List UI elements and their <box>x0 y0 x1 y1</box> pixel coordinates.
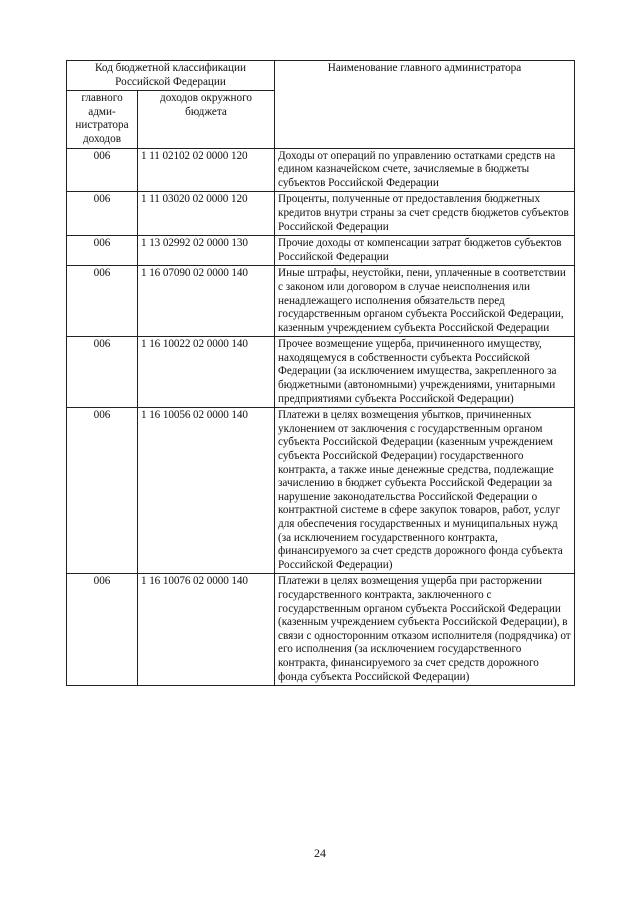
table-row <box>67 574 575 686</box>
header-administrator-name: Наименование главного администратора <box>275 61 575 149</box>
income-name-cell: Прочие доходы от компенсации затрат бюджетов субъектов Российской Федерации <box>275 236 575 266</box>
table-body <box>67 148 575 686</box>
admin-code-cell: 006 <box>67 408 138 574</box>
income-code-cell: 1 16 07090 02 0000 140 <box>138 266 275 337</box>
header-district-budget-income: доходов окружного бюджета <box>138 91 275 148</box>
table-header <box>67 61 575 149</box>
income-code-cell: 1 16 10076 02 0000 140 <box>138 574 275 686</box>
income-name-cell: Проценты, полученные от предоставления бюджетных кредитов внутри страны за счет средств бюджетов субъектов Российской Федерации <box>275 192 575 236</box>
income-name-cell: Доходы от операций по управлению остатками средств на едином казначейском счете, зачисляемые в бюджеты субъектов Российской Федерации <box>275 148 575 192</box>
table-row <box>67 236 575 266</box>
table-row <box>67 408 575 574</box>
income-name-cell: Иные штрафы, неустойки, пени, уплаченные в соответствии с законом или договором в случае неисполнения или ненадлежащего исполнения обязательств перед государственным органом субъекта Российской Федерации, казенным учреждением субъекта Российской Федерации <box>275 266 575 337</box>
page-number: 24 <box>314 846 326 860</box>
header-main-administrator: главного адми-нистратора доходов <box>67 91 138 148</box>
income-name-cell: Прочее возмещение ущерба, причиненного имуществу, находящемуся в собственности субъекта Российской Федерации (за исключением имущества, закрепленного за бюджетными (автономными) учреждениями, унитарными предприятиями субъекта Российской Федерации) <box>275 337 575 408</box>
income-name-cell: Платежи в целях возмещения ущерба при расторжении государственного контракта, заключенного с государственным органом субъекта Российской Федерации (казенным учреждением субъекта Российской Федерации), в связи с односторонним отказом исполнителя (подрядчика) от его исполнения (за исключением государственного контракта, финансируемого за счет средств дорожного фонда субъекта Российской Федерации) <box>275 574 575 686</box>
income-code-cell: 1 11 03020 02 0000 120 <box>138 192 275 236</box>
table-row <box>67 266 575 337</box>
header-budget-code-group: Код бюджетной классификации Российской Федерации <box>67 61 275 91</box>
table-row <box>67 192 575 236</box>
admin-code-cell: 006 <box>67 266 138 337</box>
budget-classification-table <box>66 60 575 686</box>
income-code-cell: 1 11 02102 02 0000 120 <box>138 148 275 192</box>
income-name-cell: Платежи в целях возмещения убытков, причиненных уклонением от заключения с государственным органом субъекта Российской Федерации (казенным учреждением субъекта Российской Федерации) государственного контракта, а также иные денежные средства, подлежащие зачислению в бюджет субъекта Российской Федерации за нарушение законодательства Российской Федерации о контрактной системе в сфере закупок товаров, работ, услуг для обеспечения государственных и муниципальных нужд (за исключением государственного контракта, финансируемого за счет средств дорожного фонда субъекта Российской Федерации) <box>275 408 575 574</box>
admin-code-cell: 006 <box>67 337 138 408</box>
income-code-cell: 1 13 02992 02 0000 130 <box>138 236 275 266</box>
admin-code-cell: 006 <box>67 574 138 686</box>
admin-code-cell: 006 <box>67 236 138 266</box>
income-code-cell: 1 16 10056 02 0000 140 <box>138 408 275 574</box>
table-row <box>67 337 575 408</box>
admin-code-cell: 006 <box>67 192 138 236</box>
income-code-cell: 1 16 10022 02 0000 140 <box>138 337 275 408</box>
admin-code-cell: 006 <box>67 148 138 192</box>
table-row <box>67 148 575 192</box>
